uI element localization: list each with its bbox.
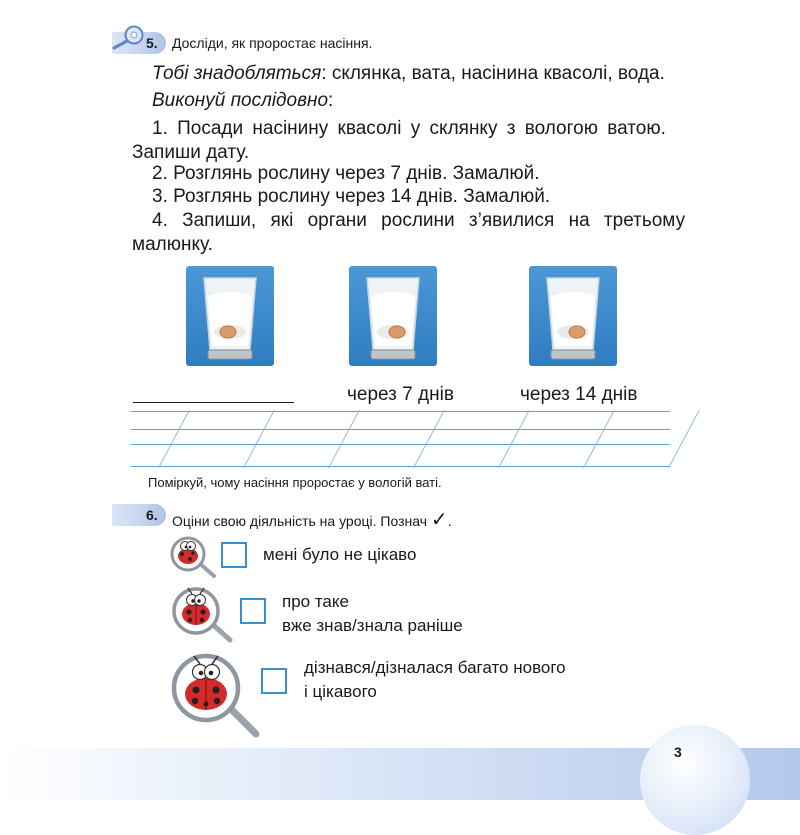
checkmark-icon: ✓ (430, 509, 448, 531)
sequence-line (152, 89, 333, 113)
sequence-colon: : (328, 90, 334, 111)
glass-image-1 (186, 266, 274, 366)
checkbox-already-knew[interactable] (240, 598, 266, 624)
glass-with-bean-icon (349, 266, 437, 366)
step-4-line-1: 4. Запиши, які органи рослини з’явилися на третьому (152, 210, 686, 231)
step-1-line-2: Запиши дату. (132, 142, 250, 163)
task6-number: 6. (146, 507, 158, 523)
glass-image-3 (529, 266, 617, 366)
task6-title-end: . (447, 513, 452, 529)
slant-guide (668, 410, 700, 468)
slant-guide (328, 410, 360, 468)
option-already-knew-line-2: вже знав/знала раніше (282, 616, 463, 635)
needs-line (152, 62, 665, 86)
ladybug-magnifier-medium-icon (170, 584, 236, 646)
step-2: 2. Розглянь рослину через 7 днів. Замалюй. (152, 163, 540, 184)
glass-with-bean-icon (529, 266, 617, 366)
option-learned-new-line-2: і цікавого (304, 682, 377, 701)
writing-line (131, 411, 670, 412)
writing-line (131, 429, 670, 430)
caption-14-days: через 14 днів (520, 384, 638, 405)
task5-number: 5. (146, 35, 158, 51)
writing-line (131, 444, 670, 445)
caption-7-days: через 7 днів (347, 384, 454, 405)
slant-guide (583, 410, 615, 468)
slant-guide (158, 410, 190, 468)
needs-label: Тобі знадобляться (152, 63, 322, 84)
page-number-badge (640, 725, 750, 835)
slant-guide (243, 410, 275, 468)
step-4-line-2: малюнку. (132, 234, 213, 255)
task5-title: Досліди, як проростає насіння. (172, 35, 373, 51)
option-not-interesting-label: мені було не цікаво (263, 545, 417, 564)
option-already-knew-line-1: про таке (282, 592, 349, 611)
needs-items: : склянка, вата, насінина квасолі, вода. (321, 63, 665, 84)
task6-title-text: Оціни свою діяльність на уроці. Познач (172, 513, 428, 529)
glass-image-2 (349, 266, 437, 366)
ladybug-magnifier-large-icon (168, 650, 264, 740)
step-1-line-1: 1. Посади насінину квасолі у склянку з вологою ватою. (152, 118, 666, 139)
date-blank-line[interactable] (133, 402, 294, 403)
option-learned-new-line-1: дізнався/дізналася багато нового (304, 658, 566, 677)
think-prompt: Поміркуй, чому насіння проростає у вологій ваті. (148, 475, 442, 490)
slant-guide (413, 410, 445, 468)
page-number: 3 (674, 744, 682, 760)
glass-with-bean-icon (186, 266, 274, 366)
magnifier-icon (110, 24, 146, 52)
ladybug-magnifier-small-icon (168, 534, 218, 580)
task6-header-tab (112, 504, 166, 526)
sequence-label: Виконуй послідовно (152, 90, 329, 111)
slant-guide (498, 410, 530, 468)
writing-line (131, 466, 670, 467)
task6-title (172, 507, 452, 532)
checkbox-not-interesting[interactable] (221, 542, 247, 568)
checkbox-learned-new[interactable] (261, 668, 287, 694)
step-3: 3. Розглянь рослину через 14 днів. Замалюй. (152, 186, 551, 207)
